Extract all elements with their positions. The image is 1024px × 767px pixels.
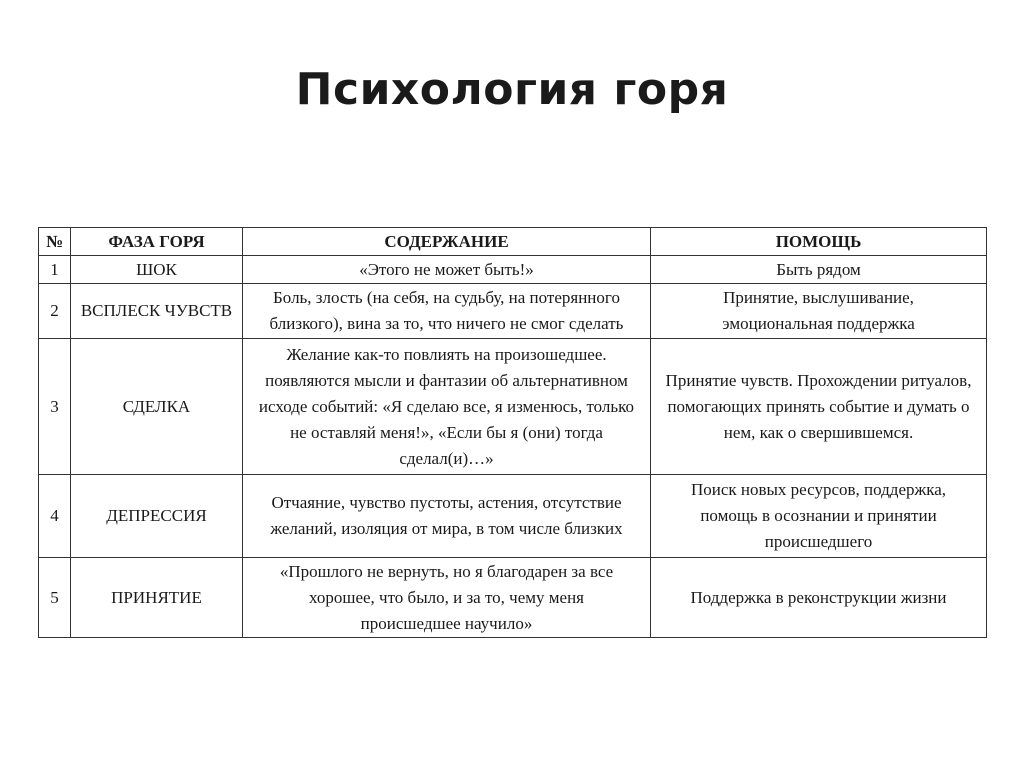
cell-phase: СДЕЛКА — [71, 339, 243, 475]
table-row — [39, 475, 987, 558]
cell-help: Принятие чувств. Прохождении ритуалов, помогающих принять событие и думать о нем, как о свершившемся. — [651, 339, 987, 475]
page-title: Психология горя — [295, 64, 729, 115]
cell-num: 5 — [39, 558, 71, 638]
cell-content: Желание как-то повлиять на произошедшее. появляются мысли и фантазии об альтернативном исходе событий: «Я сделаю все, я изменюсь, только не оставляй меня!», «Если бы я (они) тогда сделал(и)…» — [243, 339, 651, 475]
header-num: № — [39, 228, 71, 256]
cell-content: Отчаяние, чувство пустоты, астения, отсутствие желаний, изоляция от мира, в том числе близких — [243, 475, 651, 558]
cell-help: Принятие, выслушивание, эмоциональная поддержка — [651, 284, 987, 339]
cell-num: 1 — [39, 256, 71, 284]
table-row — [39, 558, 987, 638]
cell-content: «Прошлого не вернуть, но я благодарен за все хорошее, что было, и за то, чему меня происшедшее научило» — [243, 558, 651, 638]
table-row — [39, 339, 987, 475]
cell-help: Быть рядом — [651, 256, 987, 284]
table-header-row — [39, 228, 987, 256]
cell-help: Поиск новых ресурсов, поддержка, помощь в осознании и принятии происшедшего — [651, 475, 987, 558]
cell-help: Поддержка в реконструкции жизни — [651, 558, 987, 638]
cell-phase: ВСПЛЕСК ЧУВСТВ — [71, 284, 243, 339]
table-row — [39, 284, 987, 339]
cell-phase: ШОК — [71, 256, 243, 284]
cell-phase: ПРИНЯТИЕ — [71, 558, 243, 638]
header-phase: ФАЗА ГОРЯ — [71, 228, 243, 256]
grief-phases-table — [38, 227, 987, 638]
cell-num: 4 — [39, 475, 71, 558]
table-row — [39, 256, 987, 284]
header-content: СОДЕРЖАНИЕ — [243, 228, 651, 256]
cell-content: «Этого не может быть!» — [243, 256, 651, 284]
header-help: ПОМОЩЬ — [651, 228, 987, 256]
cell-num: 3 — [39, 339, 71, 475]
cell-num: 2 — [39, 284, 71, 339]
cell-phase: ДЕПРЕССИЯ — [71, 475, 243, 558]
cell-content: Боль, злость (на себя, на судьбу, на потерянного близкого), вина за то, что ничего не смог сделать — [243, 284, 651, 339]
